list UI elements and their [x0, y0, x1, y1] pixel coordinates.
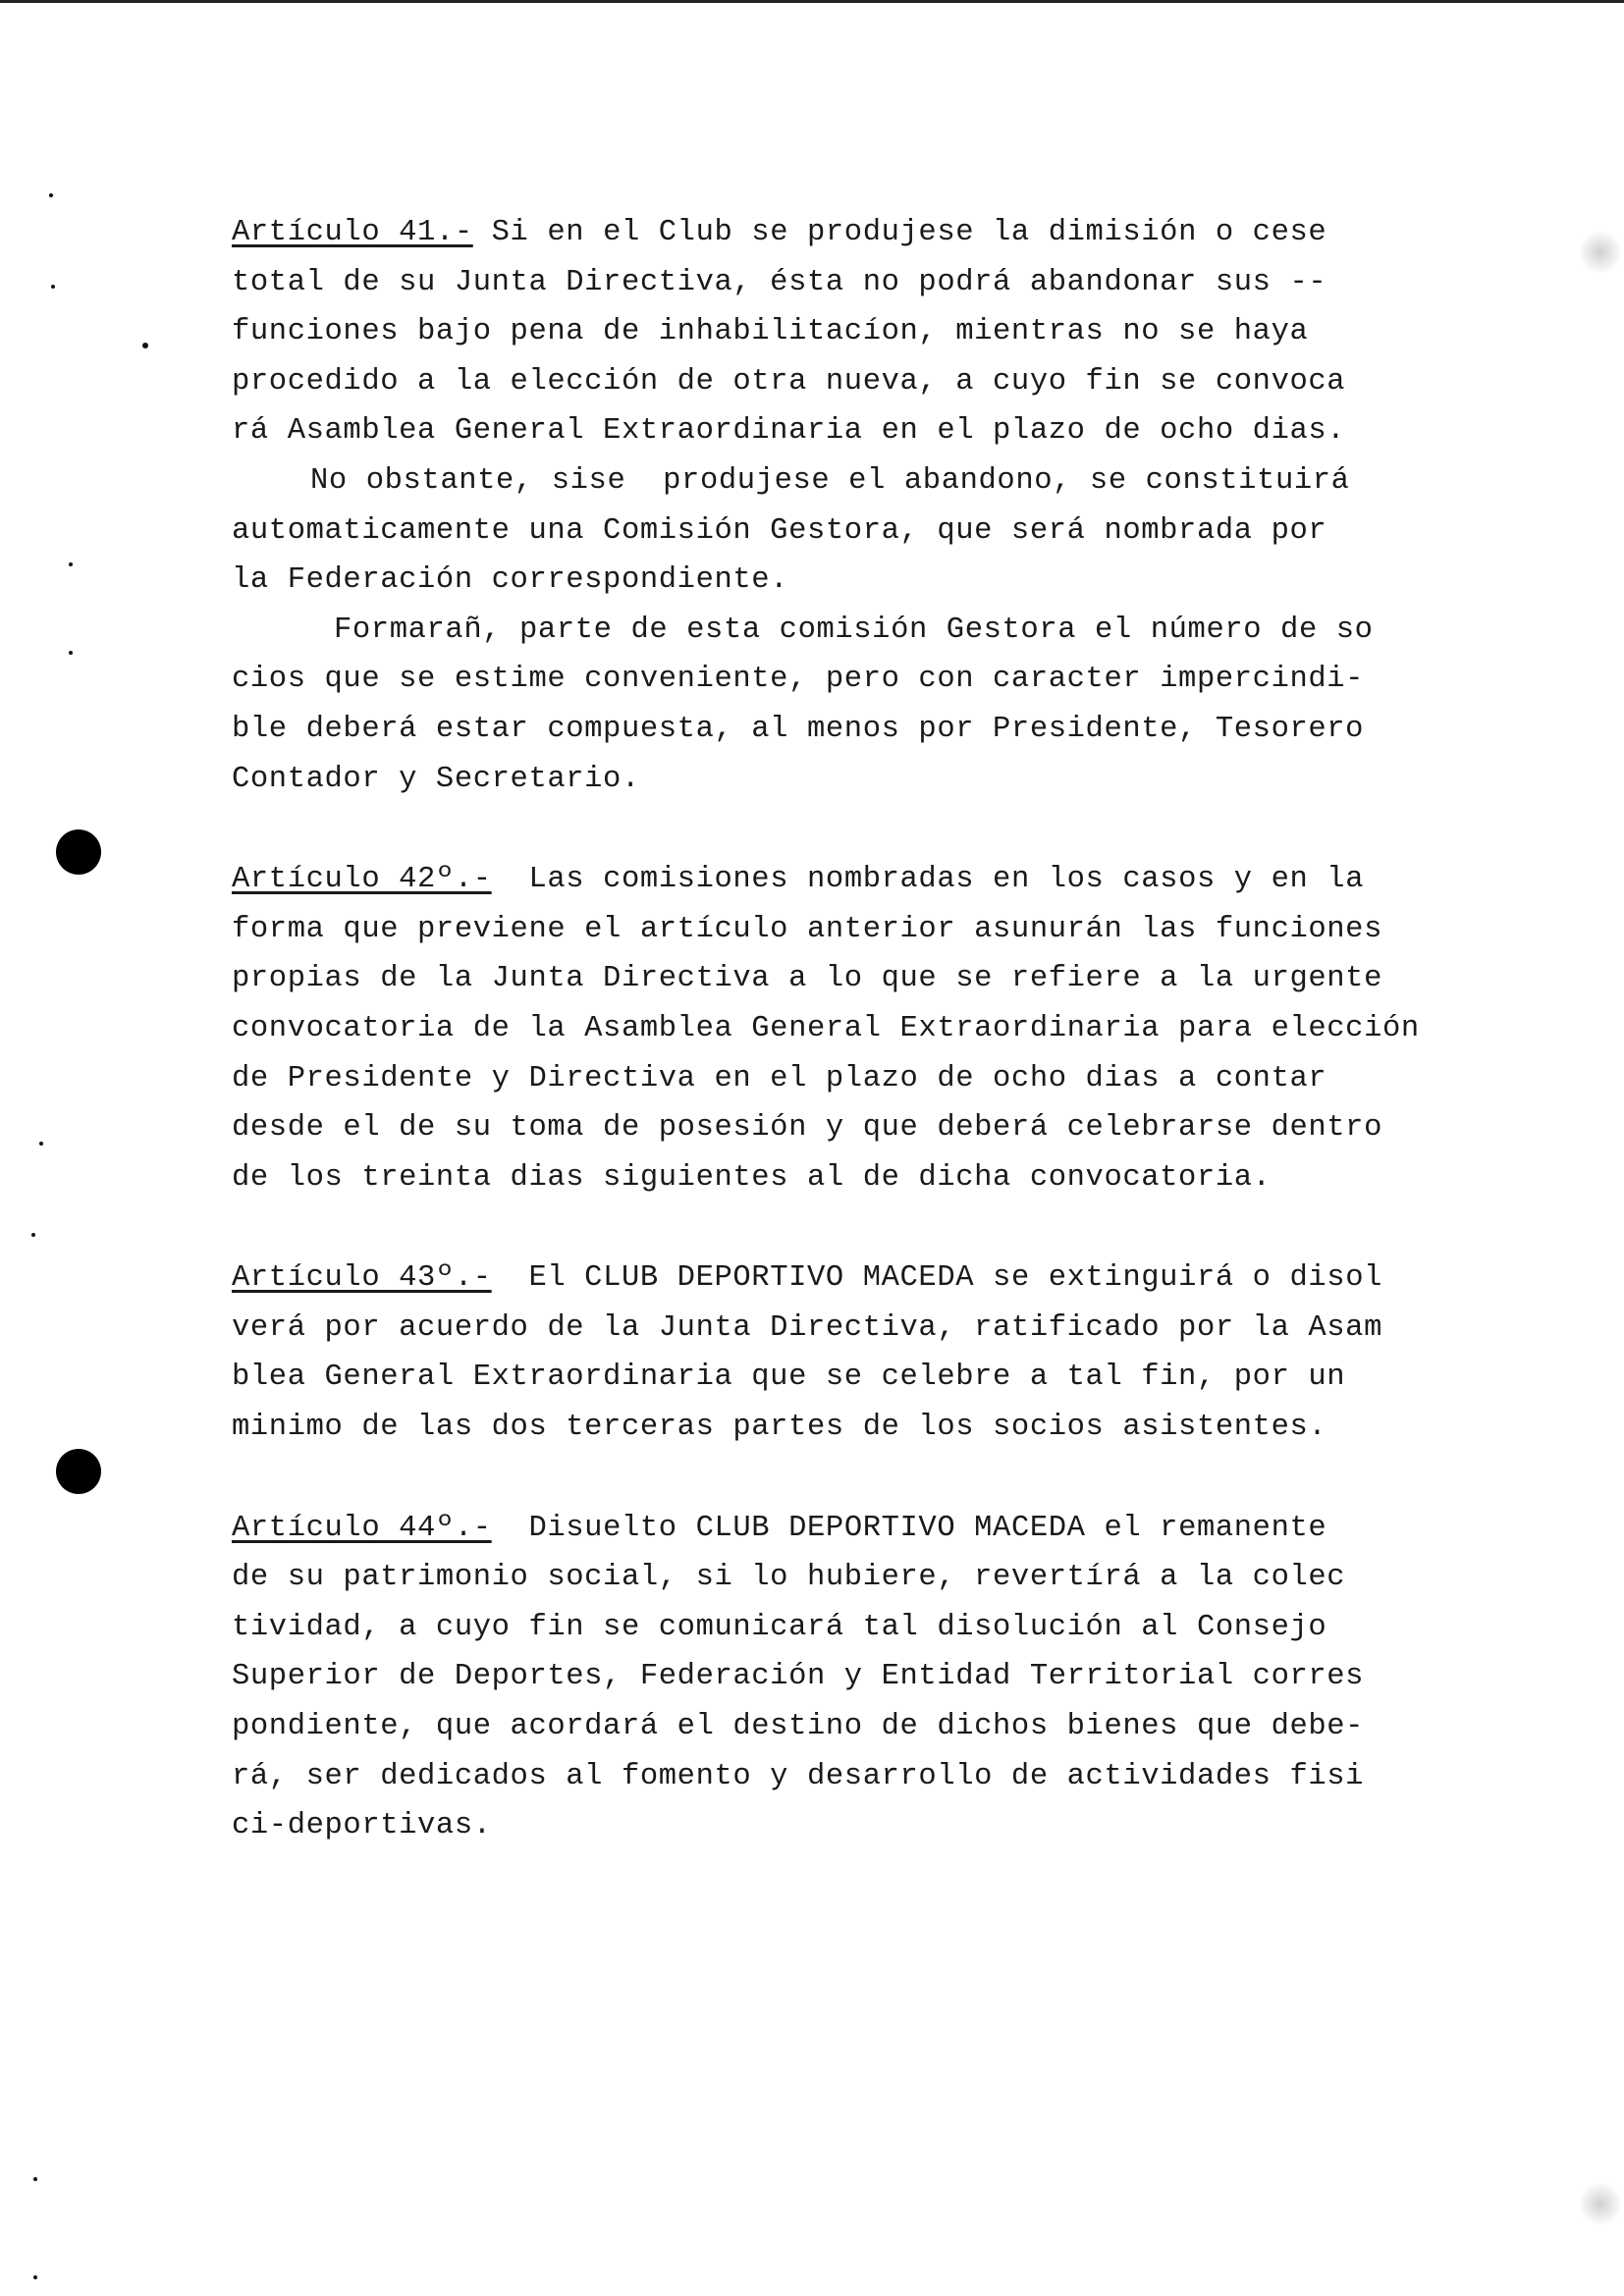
article-42	[232, 855, 1508, 1202]
article-line-text: El CLUB DEPORTIVO MACEDA se extinguirá o disol	[491, 1261, 1382, 1296]
article-line: la Federación correspondiente.	[232, 563, 789, 598]
article-line: de los treinta dias siguientes al de dicha convocatoria.	[232, 1160, 1272, 1195]
article-line: No obstante, sise produjese el abandono, se constituirá	[310, 463, 1350, 498]
article-heading: Artículo 43º.-	[232, 1261, 492, 1296]
scan-speck	[49, 193, 53, 197]
article-line: automaticamente una Comisión Gestora, que será nombrada por	[232, 513, 1327, 548]
punch-hole-bottom	[56, 1449, 101, 1494]
page-top-edge	[0, 0, 1624, 3]
scan-speck	[33, 2275, 37, 2279]
article-first-line	[232, 1504, 1508, 1554]
article-line-text: Disuelto CLUB DEPORTIVO MACEDA el remanente	[491, 1511, 1327, 1545]
document-body	[232, 208, 1508, 1902]
scan-speck	[31, 1233, 35, 1237]
article-line: propias de la Junta Directiva a lo que se refiere a la urgente	[232, 962, 1382, 996]
article-line: de su patrimonio social, si lo hubiere, revertírá a la colec	[232, 1561, 1346, 1595]
article-line: blea General Extraordinaria que se celebre a tal fin, por un	[232, 1361, 1346, 1395]
article-line: pondiente, que acordará el destino de dichos bienes que debe-	[232, 1710, 1365, 1744]
article-line: procedido a la elección de otra nueva, a cuyo fin se convoca	[232, 364, 1346, 399]
article-first-line	[232, 855, 1508, 905]
article-heading: Artículo 41.-	[232, 216, 473, 249]
article-first-line	[232, 1254, 1508, 1304]
article-line: total de su Junta Directiva, ésta no podrá abandonar sus --	[232, 265, 1327, 299]
article-44	[232, 1504, 1508, 1851]
article-line-text: Si en el Club se produjese la dimisión o cese	[472, 216, 1327, 249]
article-line: Contador y Secretario.	[232, 762, 640, 796]
article-line: ble deberá estar compuesta, al menos por Presidente, Tesorero	[232, 712, 1365, 746]
article-line: forma que previene el artículo anterior asunurán las funciones	[232, 912, 1382, 946]
scan-speck	[69, 562, 73, 566]
scan-speck	[69, 651, 73, 655]
scan-smudge	[1581, 2179, 1620, 2228]
article-line: verá por acuerdo de la Junta Directiva, ratificado por la Asam	[232, 1310, 1382, 1345]
scan-speck	[39, 1142, 43, 1146]
article-line: rá, ser dedicados al fomento y desarrollo de actividades fisi	[232, 1759, 1365, 1793]
scan-speck	[33, 2177, 37, 2181]
article-line: rá Asamblea General Extraordinaria en el plazo de ocho dias.	[232, 414, 1346, 449]
article-line: Superior de Deportes, Federación y Entidad Territorial corres	[232, 1660, 1365, 1694]
scan-smudge	[1581, 228, 1620, 277]
scan-speck	[51, 285, 55, 289]
article-line: de Presidente y Directiva en el plazo de ocho dias a contar	[232, 1061, 1327, 1095]
article-line: ci-deportivas.	[232, 1809, 492, 1843]
scan-speck	[142, 343, 148, 348]
punch-hole-top	[56, 829, 101, 875]
article-line: desde el de su toma de posesión y que deberá celebrarse dentro	[232, 1111, 1382, 1146]
article-line: Formarañ, parte de esta comisión Gestora el número de so	[334, 613, 1374, 647]
article-line: cios que se estime conveniente, pero con caracter impercindi-	[232, 663, 1365, 697]
article-first-line	[232, 208, 1508, 258]
article-line: tividad, a cuyo fin se comunicará tal disolución al Consejo	[232, 1610, 1327, 1644]
article-line: convocatoria de la Asamblea General Extraordinaria para elección	[232, 1011, 1420, 1045]
article-41	[232, 208, 1508, 804]
article-heading: Artículo 42º.-	[232, 863, 492, 897]
article-line: funciones bajo pena de inhabilitacíon, mientras no se haya	[232, 315, 1309, 349]
article-43	[232, 1254, 1508, 1452]
article-heading: Artículo 44º.-	[232, 1511, 492, 1545]
article-line-text: Las comisiones nombradas en los casos y en la	[491, 863, 1365, 897]
article-line: minimo de las dos terceras partes de los socios asistentes.	[232, 1411, 1327, 1445]
